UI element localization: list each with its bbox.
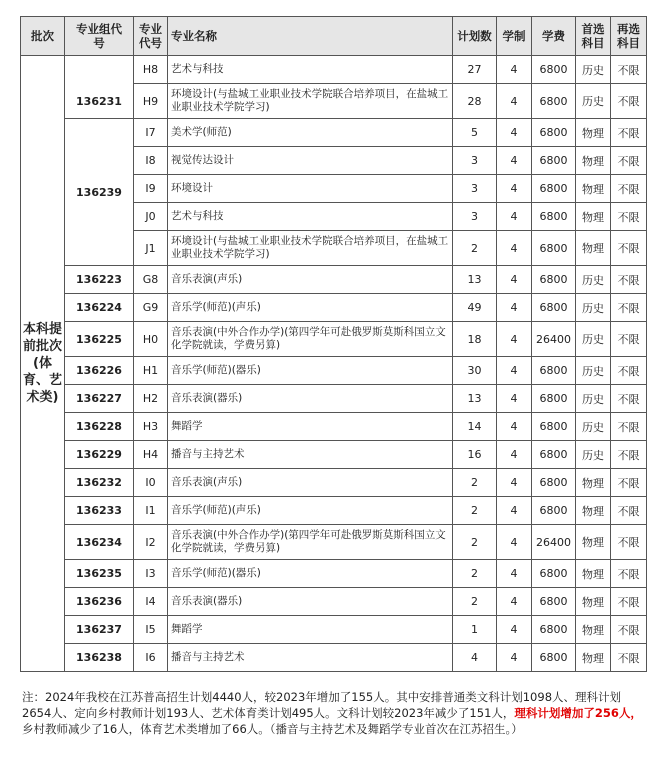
plan-cell: 1 (453, 616, 497, 644)
fee-cell: 6800 (532, 175, 576, 203)
second-subject-cell: 不限 (611, 497, 647, 525)
major-name-cell: 音乐表演(中外合作办学)(第四学年可赴俄罗斯莫斯科国立文化学院就读，学费另算) (168, 322, 453, 357)
second-subject-cell: 不限 (611, 357, 647, 385)
fee-cell: 26400 (532, 525, 576, 560)
major-code-cell: H3 (134, 413, 168, 441)
first-subject-cell: 物理 (576, 147, 611, 175)
admission-plan-table (20, 16, 647, 672)
group-code-cell: 136231 (65, 56, 134, 119)
second-subject-cell: 不限 (611, 644, 647, 672)
header-group-code: 专业组代号 (65, 17, 134, 56)
table-row (21, 497, 647, 525)
plan-cell: 13 (453, 266, 497, 294)
plan-cell: 49 (453, 294, 497, 322)
major-name-cell: 美术学(师范) (168, 119, 453, 147)
header-major-code: 专业代号 (134, 17, 168, 56)
years-cell: 4 (497, 413, 532, 441)
years-cell: 4 (497, 469, 532, 497)
first-subject-cell: 物理 (576, 560, 611, 588)
plan-cell: 2 (453, 588, 497, 616)
header-second-subject: 再选科目 (611, 17, 647, 56)
first-subject-cell: 历史 (576, 266, 611, 294)
plan-cell: 2 (453, 497, 497, 525)
major-name-cell: 视觉传达设计 (168, 147, 453, 175)
fee-cell: 6800 (532, 266, 576, 294)
major-name-cell: 音乐学(师范)(器乐) (168, 357, 453, 385)
first-subject-cell: 物理 (576, 588, 611, 616)
plan-cell: 4 (453, 644, 497, 672)
first-subject-cell: 物理 (576, 119, 611, 147)
group-code-cell: 136236 (65, 588, 134, 616)
group-code-cell: 136237 (65, 616, 134, 644)
group-code-cell: 136232 (65, 469, 134, 497)
header-major-name: 专业名称 (168, 17, 453, 56)
fee-cell: 26400 (532, 322, 576, 357)
second-subject-cell: 不限 (611, 560, 647, 588)
years-cell: 4 (497, 84, 532, 119)
fee-cell: 6800 (532, 385, 576, 413)
major-code-cell: H8 (134, 56, 168, 84)
second-subject-cell: 不限 (611, 231, 647, 266)
plan-cell: 2 (453, 560, 497, 588)
footnote-highlight: 理科计划增加了256人， (514, 706, 642, 720)
second-subject-cell: 不限 (611, 84, 647, 119)
plan-cell: 3 (453, 203, 497, 231)
table-row (21, 294, 647, 322)
major-code-cell: I7 (134, 119, 168, 147)
major-code-cell: I6 (134, 644, 168, 672)
years-cell: 4 (497, 357, 532, 385)
major-code-cell: H9 (134, 84, 168, 119)
group-code-cell: 136233 (65, 497, 134, 525)
group-code-cell: 136223 (65, 266, 134, 294)
header-years: 学制 (497, 17, 532, 56)
first-subject-cell: 物理 (576, 525, 611, 560)
first-subject-cell: 历史 (576, 413, 611, 441)
fee-cell: 6800 (532, 294, 576, 322)
second-subject-cell: 不限 (611, 525, 647, 560)
first-subject-cell: 历史 (576, 441, 611, 469)
plan-cell: 13 (453, 385, 497, 413)
table-row (21, 469, 647, 497)
plan-cell: 2 (453, 469, 497, 497)
years-cell: 4 (497, 56, 532, 84)
second-subject-cell: 不限 (611, 588, 647, 616)
major-code-cell: I0 (134, 469, 168, 497)
major-name-cell: 音乐学(师范)(器乐) (168, 560, 453, 588)
table-row (21, 119, 647, 147)
major-name-cell: 音乐表演(器乐) (168, 385, 453, 413)
group-code-cell: 136227 (65, 385, 134, 413)
second-subject-cell: 不限 (611, 203, 647, 231)
first-subject-cell: 物理 (576, 616, 611, 644)
second-subject-cell: 不限 (611, 119, 647, 147)
plan-cell: 2 (453, 231, 497, 266)
header-batch: 批次 (21, 17, 65, 56)
years-cell: 4 (497, 322, 532, 357)
major-name-cell: 音乐学(师范)(声乐) (168, 497, 453, 525)
second-subject-cell: 不限 (611, 616, 647, 644)
second-subject-cell: 不限 (611, 147, 647, 175)
second-subject-cell: 不限 (611, 322, 647, 357)
years-cell: 4 (497, 175, 532, 203)
major-code-cell: H1 (134, 357, 168, 385)
major-code-cell: J1 (134, 231, 168, 266)
first-subject-cell: 历史 (576, 294, 611, 322)
first-subject-cell: 历史 (576, 56, 611, 84)
table-row (21, 588, 647, 616)
years-cell: 4 (497, 644, 532, 672)
footnote (22, 689, 648, 737)
plan-cell: 3 (453, 147, 497, 175)
plan-cell: 27 (453, 56, 497, 84)
first-subject-cell: 历史 (576, 357, 611, 385)
group-code-cell: 136226 (65, 357, 134, 385)
table-row (21, 357, 647, 385)
table-row (21, 385, 647, 413)
first-subject-cell: 历史 (576, 84, 611, 119)
first-subject-cell: 物理 (576, 231, 611, 266)
fee-cell: 6800 (532, 441, 576, 469)
group-code-cell: 136235 (65, 560, 134, 588)
major-name-cell: 环境设计(与盐城工业职业技术学院联合培养项目，在盐城工业职业技术学院学习) (168, 231, 453, 266)
second-subject-cell: 不限 (611, 385, 647, 413)
second-subject-cell: 不限 (611, 441, 647, 469)
fee-cell: 6800 (532, 413, 576, 441)
second-subject-cell: 不限 (611, 56, 647, 84)
plan-cell: 28 (453, 84, 497, 119)
first-subject-cell: 历史 (576, 385, 611, 413)
first-subject-cell: 历史 (576, 322, 611, 357)
major-name-cell: 艺术与科技 (168, 56, 453, 84)
fee-cell: 6800 (532, 119, 576, 147)
major-code-cell: H4 (134, 441, 168, 469)
table-row (21, 560, 647, 588)
years-cell: 4 (497, 147, 532, 175)
fee-cell: 6800 (532, 469, 576, 497)
table-row (21, 56, 647, 84)
plan-cell: 5 (453, 119, 497, 147)
major-name-cell: 音乐表演(声乐) (168, 266, 453, 294)
fee-cell: 6800 (532, 644, 576, 672)
major-name-cell: 播音与主持艺术 (168, 644, 453, 672)
years-cell: 4 (497, 203, 532, 231)
fee-cell: 6800 (532, 56, 576, 84)
major-name-cell: 环境设计(与盐城工业职业技术学院联合培养项目，在盐城工业职业技术学院学习) (168, 84, 453, 119)
years-cell: 4 (497, 616, 532, 644)
fee-cell: 6800 (532, 357, 576, 385)
footnote-text-1: 注：2024年我校在江苏普高招生计划4440人，较2023年增加了155人。其中安排普通类文科计划1098人、理科计划2654人、定向乡村教师计划193人、艺术体育类计划495人。文科计划较2023年减少了151人， (22, 690, 622, 720)
first-subject-cell: 物理 (576, 497, 611, 525)
plan-cell: 3 (453, 175, 497, 203)
major-code-cell: I5 (134, 616, 168, 644)
plan-cell: 30 (453, 357, 497, 385)
table-row (21, 441, 647, 469)
plan-cell: 16 (453, 441, 497, 469)
table-row (21, 525, 647, 560)
table-body (21, 56, 647, 672)
second-subject-cell: 不限 (611, 266, 647, 294)
group-code-cell: 136225 (65, 322, 134, 357)
major-name-cell: 艺术与科技 (168, 203, 453, 231)
years-cell: 4 (497, 266, 532, 294)
admission-plan-table-wrapper (20, 16, 646, 672)
group-code-cell: 136238 (65, 644, 134, 672)
header-plan: 计划数 (453, 17, 497, 56)
group-code-cell: 136234 (65, 525, 134, 560)
plan-cell: 2 (453, 525, 497, 560)
second-subject-cell: 不限 (611, 294, 647, 322)
table-row (21, 266, 647, 294)
years-cell: 4 (497, 294, 532, 322)
major-code-cell: I8 (134, 147, 168, 175)
major-code-cell: I9 (134, 175, 168, 203)
years-cell: 4 (497, 560, 532, 588)
fee-cell: 6800 (532, 84, 576, 119)
major-code-cell: I4 (134, 588, 168, 616)
second-subject-cell: 不限 (611, 413, 647, 441)
major-code-cell: H0 (134, 322, 168, 357)
years-cell: 4 (497, 231, 532, 266)
group-code-cell: 136239 (65, 119, 134, 266)
footnote-text-2: 乡村教师减少了16人，体育艺术类增加了66人。（播音与主持艺术及舞蹈学专业首次在江苏招生。） (22, 722, 523, 736)
header-fee: 学费 (532, 17, 576, 56)
fee-cell: 6800 (532, 588, 576, 616)
major-code-cell: I2 (134, 525, 168, 560)
table-row (21, 413, 647, 441)
first-subject-cell: 物理 (576, 469, 611, 497)
years-cell: 4 (497, 385, 532, 413)
major-code-cell: I3 (134, 560, 168, 588)
first-subject-cell: 物理 (576, 203, 611, 231)
major-name-cell: 音乐表演(声乐) (168, 469, 453, 497)
table-header-row (21, 17, 647, 56)
plan-cell: 18 (453, 322, 497, 357)
fee-cell: 6800 (532, 203, 576, 231)
years-cell: 4 (497, 588, 532, 616)
years-cell: 4 (497, 497, 532, 525)
header-first-subject: 首选科目 (576, 17, 611, 56)
first-subject-cell: 物理 (576, 644, 611, 672)
years-cell: 4 (497, 441, 532, 469)
major-name-cell: 舞蹈学 (168, 616, 453, 644)
second-subject-cell: 不限 (611, 469, 647, 497)
major-code-cell: G8 (134, 266, 168, 294)
group-code-cell: 136229 (65, 441, 134, 469)
major-name-cell: 音乐表演(器乐) (168, 588, 453, 616)
major-name-cell: 音乐学(师范)(声乐) (168, 294, 453, 322)
major-name-cell: 舞蹈学 (168, 413, 453, 441)
second-subject-cell: 不限 (611, 175, 647, 203)
table-row (21, 322, 647, 357)
major-code-cell: G9 (134, 294, 168, 322)
fee-cell: 6800 (532, 497, 576, 525)
batch-cell: 本科提前批次(体育、艺术类) (21, 56, 65, 672)
table-row (21, 644, 647, 672)
major-name-cell: 环境设计 (168, 175, 453, 203)
major-code-cell: I1 (134, 497, 168, 525)
fee-cell: 6800 (532, 560, 576, 588)
table-row (21, 616, 647, 644)
first-subject-cell: 物理 (576, 175, 611, 203)
major-name-cell: 音乐表演(中外合作办学)(第四学年可赴俄罗斯莫斯科国立文化学院就读，学费另算) (168, 525, 453, 560)
major-code-cell: H2 (134, 385, 168, 413)
group-code-cell: 136224 (65, 294, 134, 322)
plan-cell: 14 (453, 413, 497, 441)
major-code-cell: J0 (134, 203, 168, 231)
years-cell: 4 (497, 525, 532, 560)
group-code-cell: 136228 (65, 413, 134, 441)
major-name-cell: 播音与主持艺术 (168, 441, 453, 469)
fee-cell: 6800 (532, 616, 576, 644)
years-cell: 4 (497, 119, 532, 147)
fee-cell: 6800 (532, 147, 576, 175)
fee-cell: 6800 (532, 231, 576, 266)
